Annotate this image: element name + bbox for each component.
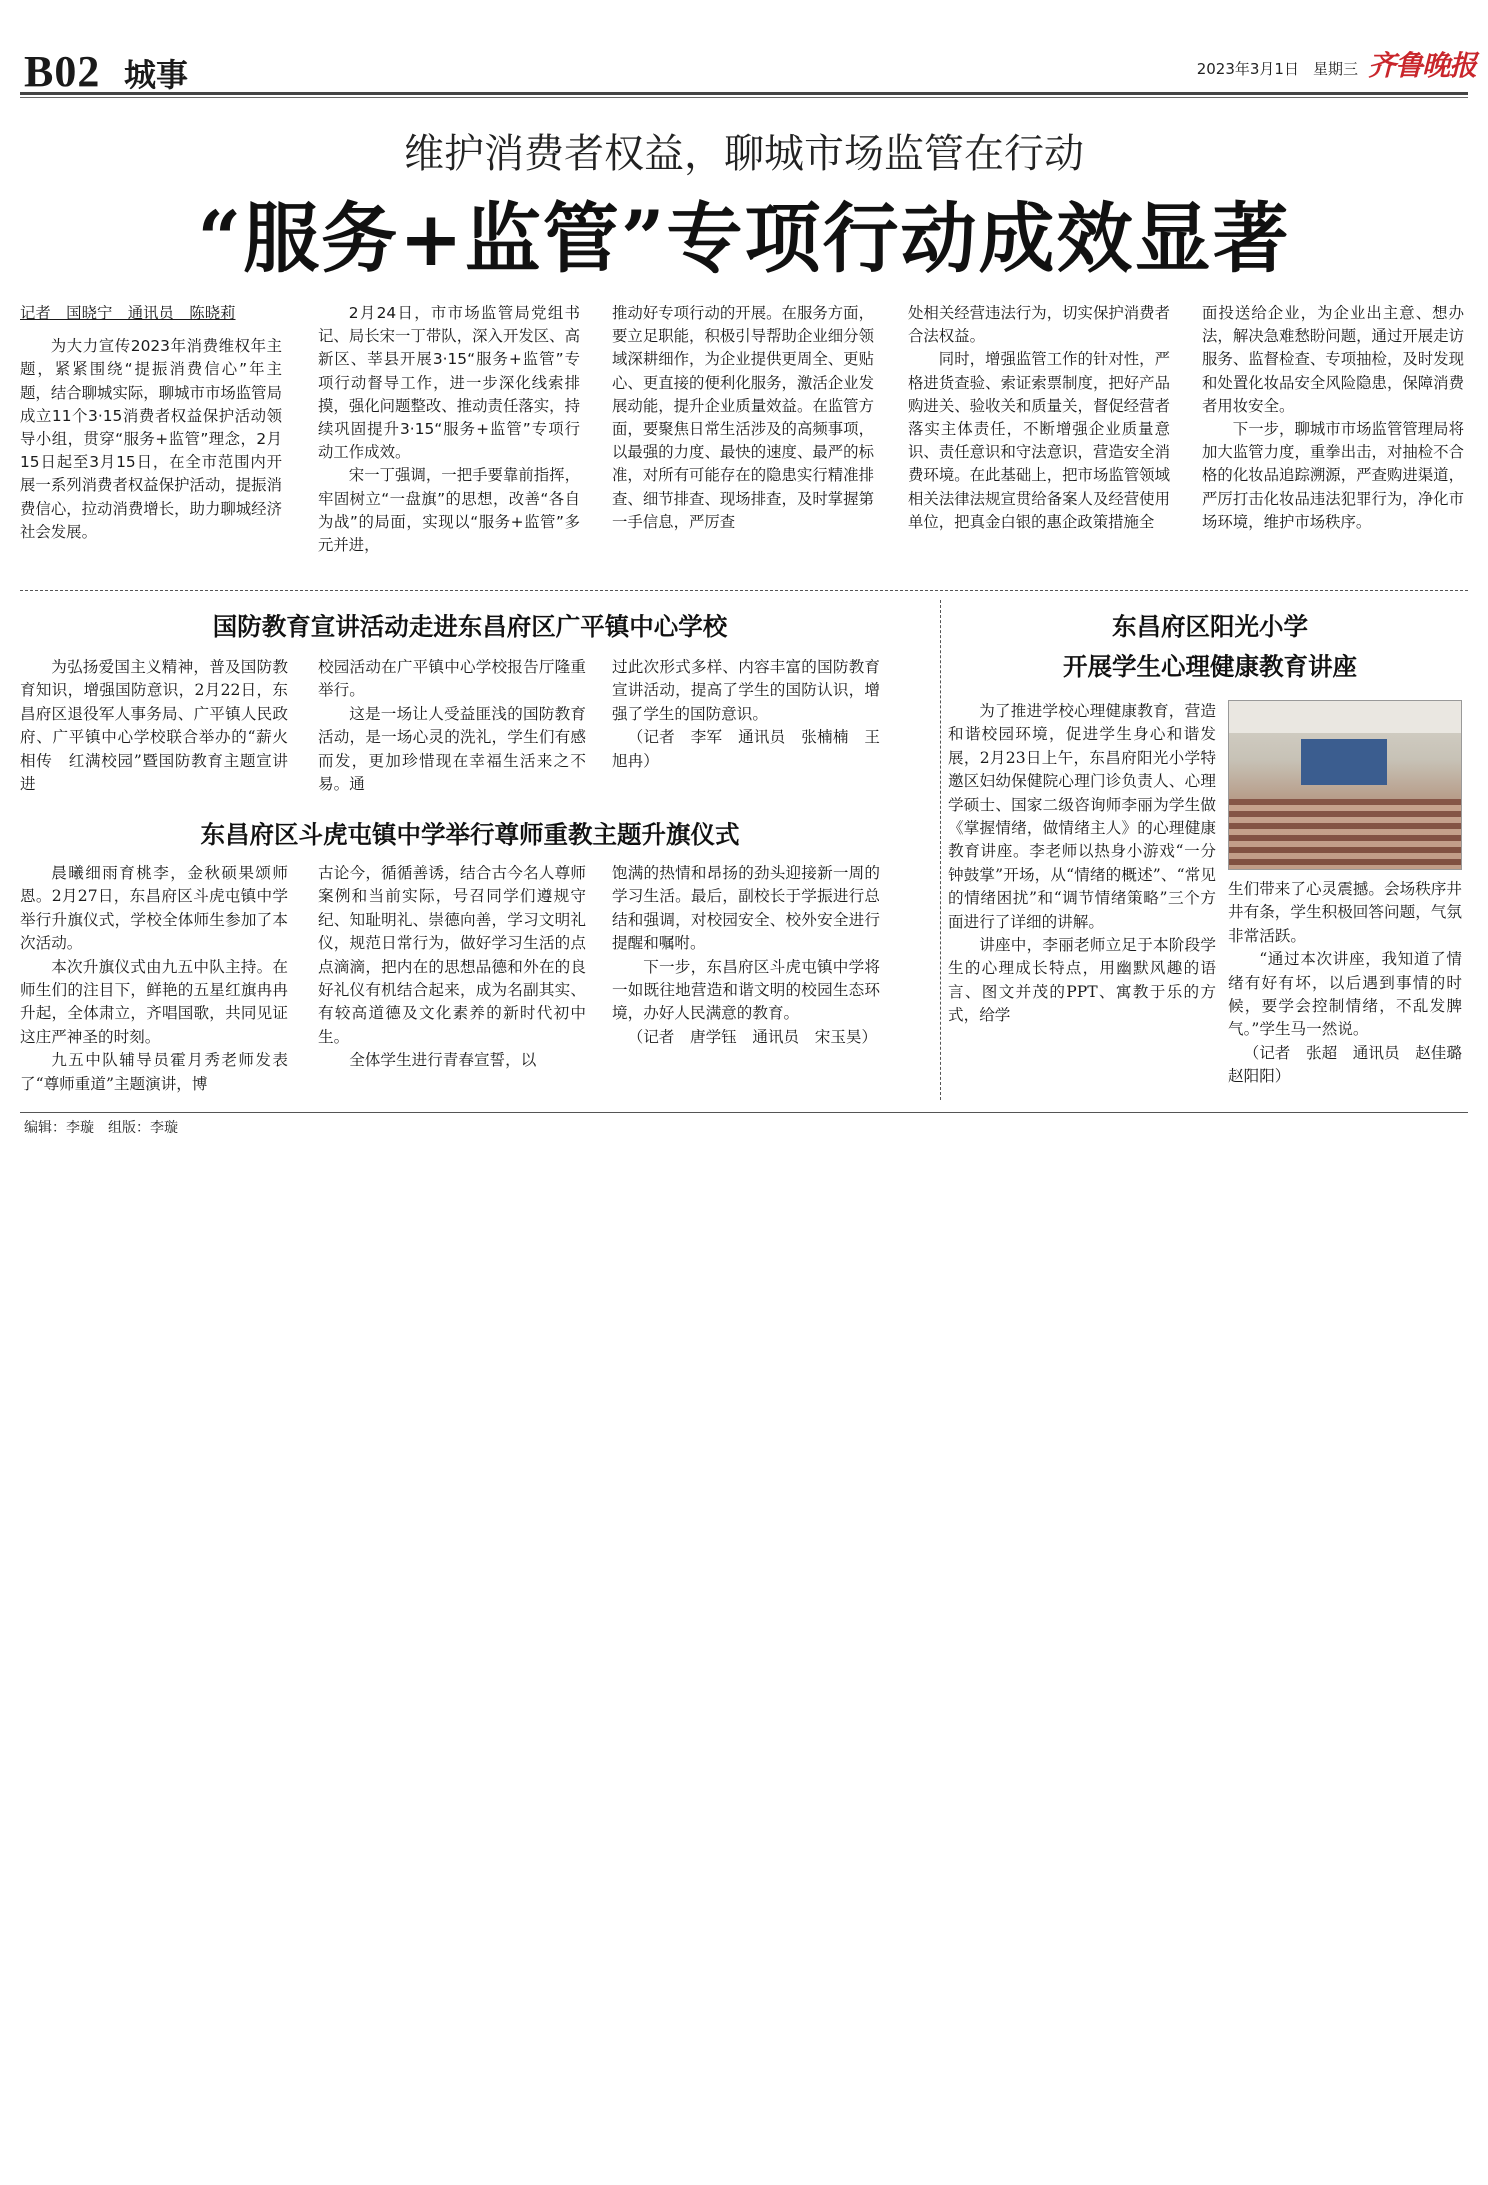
article4-column-1 [948,700,1216,1098]
lead-column-2 [318,302,580,586]
column-divider [940,600,941,1100]
layout-text: 组版：李璇 [108,1120,178,1136]
article3-col3-p1: 饱满的热情和昂扬的劲头迎接新一周的学习生活。最后，副校长于学振进行总结和强调，对校园安全、校外安全进行提醒和嘱咐。 [612,864,880,953]
lead-column-3 [612,302,874,586]
article4-col2-p1: 生们带来了心灵震撼。会场秩序井井有条，学生积极回答问题，气氛非常活跃。 [1228,880,1462,945]
lead-col2-p1: 2月24日，市市场监管局党组书记、局长宋一丁带队，深入开发区、高新区、莘县开展3·15“服务+监管”专项行动督导工作，进一步深化线索排摸，强化问题整改、推动责任落实，持续巩固提升3·15“服务+监管”专项行动工作成效。 [318,304,580,462]
article2-column-3 [612,656,880,796]
article2-col1-text: 为弘扬爱国主义精神，普及国防教育知识，增强国防意识，2月22日，东昌府区退役军人事务局、广平镇人民政府、广平镇中心学校联合举办的“薪火相传 红满校园”暨国防教育主题宣讲进 [20,658,288,794]
footer-rule [20,1112,1468,1113]
lead-col4-p1: 处相关经营违法行为，切实保护消费者合法权益。 [908,304,1170,346]
editor-text: 编辑：李璇 [24,1120,94,1136]
header-rule [20,92,1468,95]
article4-col2-p2: “通过本次讲座，我知道了情绪有好有坏，以后遇到事情的时候，要学会控制情绪，不乱发脾气。”学生马一然说。 [1228,950,1462,1039]
article2-column-1 [20,656,288,796]
article2-byline: （记者 李军 通讯员 张楠楠 王旭冉） [612,728,880,770]
lead-col4-p2: 同时，增强监管工作的针对性，严格进货查验、索证索票制度，把好产品购进关、验收关和质量关，督促经营者落实主体责任，不断增强企业质量意识、责任意识和守法意识，营造安全消费环境。在此基础上，把市场监管领域相关法律法规宣贯给备案人及经营使用单位，把真金白银的惠企政策措施全 [908,350,1170,531]
article4-title-line2: 开展学生心理健康教育讲座 [1063,652,1357,681]
lead-col2-p2: 宋一丁强调，一把手要靠前指挥，牢固树立“一盘旗”的思想，改善“各自为战”的局面，实现以“服务+监管”多元并进， [318,466,580,555]
article3-col2-p2: 全体学生进行青春宣誓，以 [349,1051,537,1070]
lecture-photo [1228,700,1462,870]
article2-title: 国防教育宣讲活动走进东昌府区广平镇中心学校 [212,612,728,641]
article3-column-2 [318,862,586,1098]
article3-col2-p1: 古论今，循循善诱，结合古今名人尊师案例和当前实际，号召同学们遵规守纪、知耻明礼、崇德向善，学习文明礼仪，规范日常行为，做好学习生活的点点滴滴，把内在的思想品德和外在的良好礼仪有机结合起来，成为名副其实、有较高道德及文化素养的新时代初中生。 [318,864,586,1046]
weekday-text: 星期三 [1312,60,1358,78]
article3-col1-p2: 本次升旗仪式由九五中队主持。在师生们的注目下，鲜艳的五星红旗冉冉升起，全体肃立，齐唱国歌，共同见证这庄严神圣的时刻。 [20,957,288,1046]
article3-col1-p1: 晨曦细雨育桃李，金秋硕果颂师恩。2月27日，东昌府区斗虎屯镇中学举行升旗仪式，学校全体师生参加了本次活动。 [20,864,288,953]
lead-kicker: 维护消费者权益，聊城市场监管在行动 [404,131,1084,177]
article2-col2-p2: 这是一场让人受益匪浅的国防教育活动，是一场心灵的洗礼，学生们有感而发，更加珍惜现在幸福生活来之不易。通 [318,704,586,794]
article3-col1-p3: 九五中队辅导员霍月秀老师发表了“尊师重道”主题演讲，博 [20,1051,288,1093]
article3-col3-p2: 下一步，东昌府区斗虎屯镇中学将一如既往地营造和谐文明的校园生态环境，办好人民满意的教育。 [612,957,880,1023]
article4-title-line1: 东昌府区阳光小学 [1112,612,1308,641]
lead-col1-text: 为大力宣传2023年消费维权年主题，紧紧围绕“提振消费信心”年主题，结合聊城实际，聊城市市场监管局成立11个3·15消费者权益保护活动领导小组，贯穿“服务+监管”理念，2月15日起至3月15日，在全市范围内开展一系列消费者权益保护活动，提振消费信心，拉动消费增长，助力聊城经济社会发展。 [20,337,282,541]
article4-col1-p2: 讲座中，李丽老师立足于本阶段学生的心理成长特点，用幽默风趣的语言、图文并茂的PPT、寓教于乐的方式，给学 [948,936,1216,1025]
photo-projection-screen [1301,739,1387,785]
article3-title: 东昌府区斗虎屯镇中学举行尊师重教主题升旗仪式 [200,820,740,849]
article2-col3-text: 过此次形式多样、内容丰富的国防教育宣讲活动，提高了学生的国防认识，增强了学生的国防意识。 [612,658,880,723]
date-text: 2023年3月1日 [1196,60,1299,78]
section-name: 城事 [124,56,189,94]
page-code: B02 [24,47,101,96]
photo-ceiling [1229,701,1461,733]
article3-column-3 [612,862,880,1098]
issue-date [1183,58,1358,79]
lead-column-1 [20,302,282,586]
article2-col2-p1: 校园活动在广平镇中心学校报告厅隆重举行。 [318,658,586,700]
lead-byline: 记者 国晓宁 通讯员 陈晓莉 [20,304,236,322]
lead-col5-p1: 面投送给企业，为企业出主意、想办法，解决急难愁盼问题，通过开展走访服务、监督检查、专项抽检，及时发现和处置化妆品安全风险隐患，保障消费者用妆安全。 [1202,304,1464,415]
newspaper-logo: 齐鲁晚报 [1368,49,1477,82]
lead-col3-text: 推动好专项行动的开展。在服务方面，要立足职能，积极引导帮助企业细分领域深耕细作，为企业提供更周全、更贴心、更直接的便利化服务，激活企业发展动能，提升企业质量效益。在监管方面，要聚焦日常生活涉及的高频事项，以最强的力度、最快的速度、最严的标准，对所有可能存在的隐患实行精准排查、细节排查、现场排查，及时掌握第一手信息，严厉查 [612,304,874,531]
lead-headline: “服务+监管”专项行动成效显著 [197,194,1291,283]
article2-column-2 [318,656,586,796]
header-rule-thin [20,97,1468,98]
article4-byline: （记者 张超 通讯员 赵佳璐 赵阳阳） [1228,1043,1478,1086]
article4-column-2 [1228,878,1478,1098]
article4-col1-p1: 为了推进学校心理健康教育，营造和谐校园环境，促进学生身心和谐发展，2月23日上午，东昌府阳光小学特邀区妇幼保健院心理门诊负责人、心理学硕士、国家二级咨询师李丽为学生做《掌握情绪，做情绪主人》的心理健康教育讲座。李老师以热身小游戏“一分钟鼓掌”开场，从“情绪的概述”、“常见的情绪困扰”和“调节情绪策略”三个方面进行了详细的讲解。 [948,702,1216,931]
lead-column-5 [1202,302,1464,586]
photo-audience [1229,799,1461,869]
editor-credits [24,1117,192,1137]
lead-col5-p2: 下一步，聊城市市场监管管理局将加大监管力度，重拳出击，对抽检不合格的化妆品追踪溯源，严查购进渠道，严厉打击化妆品违法犯罪行为，净化市场环境，维护市场秩序。 [1202,420,1464,531]
article3-byline: （记者 唐学钰 通讯员 宋玉昊） [627,1027,878,1046]
lead-column-4 [908,302,1170,586]
article3-column-1 [20,862,288,1098]
section-divider [20,590,1468,591]
